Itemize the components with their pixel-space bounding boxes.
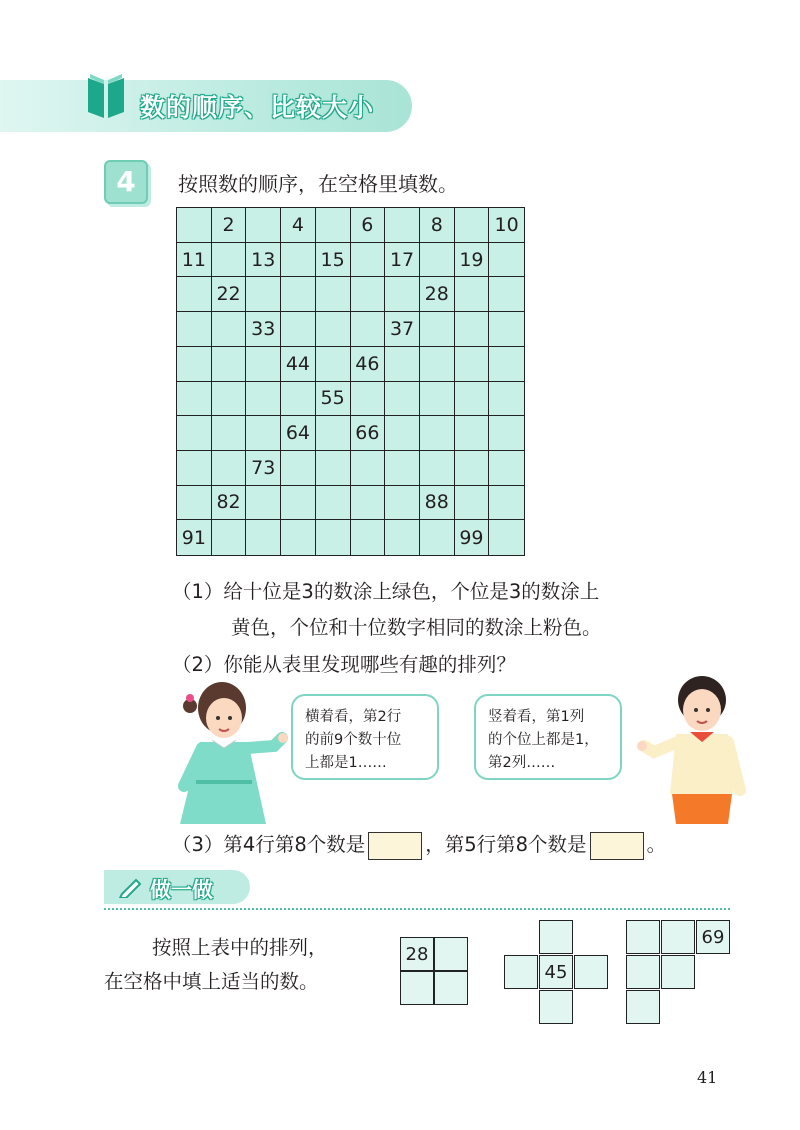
grid-cell: 55 [316,382,351,417]
puzzle-3-cell[interactable] [661,920,695,954]
grid-cell: 91 [177,520,212,555]
problem-number: 4 [104,160,148,204]
puzzle-1-cell[interactable] [434,937,468,971]
grid-cell: 19 [455,243,490,278]
grid-cell[interactable] [385,208,420,243]
grid-cell[interactable] [281,451,316,486]
grid-cell[interactable] [455,451,490,486]
grid-cell[interactable] [316,520,351,555]
answer-box-row5-col8[interactable] [590,832,644,860]
grid-cell[interactable] [420,520,455,555]
question-3-part-3: 。 [646,833,667,856]
question-3-part-2: ，第5行第8个数是 [425,833,587,856]
grid-cell[interactable] [420,347,455,382]
answer-box-row4-col8[interactable] [368,832,422,860]
puzzle-3 [626,920,730,1024]
grid-cell: 22 [212,277,247,312]
page-number: 41 [697,1068,718,1087]
grid-cell[interactable] [385,277,420,312]
try-it-text-line-1: 按照上表中的排列， [152,936,328,959]
question-3-part-1: （3）第4行第8个数是 [172,833,366,856]
question-1-line-2: 黄色，个位和十位数字相同的数涂上粉色。 [231,616,602,639]
grid-cell[interactable] [489,243,524,278]
grid-cell[interactable] [385,520,420,555]
grid-cell[interactable] [351,312,386,347]
grid-cell[interactable] [351,451,386,486]
grid-cell[interactable] [212,451,247,486]
grid-cell[interactable] [246,208,281,243]
grid-cell: 66 [351,416,386,451]
grid-cell[interactable] [281,243,316,278]
grid-cell: 33 [246,312,281,347]
grid-cell[interactable] [212,382,247,417]
puzzle-2 [504,920,608,1024]
grid-cell: 99 [455,520,490,555]
puzzle-1-cell[interactable] [434,971,468,1005]
grid-cell[interactable] [489,312,524,347]
problem-instruction: 按照数的顺序，在空格里填数。 [178,172,458,196]
puzzle-3-cell[interactable] [626,920,660,954]
grid-cell: 37 [385,312,420,347]
puzzle-2-cell[interactable] [539,990,573,1024]
grid-cell[interactable] [351,382,386,417]
girl-bubble-line: 上都是1…… [305,755,387,771]
grid-cell[interactable] [489,382,524,417]
boy-speech-bubble [474,694,622,780]
question-2: （2）你能从表里发现哪些有趣的排列？ [172,653,516,676]
question-1-line-1: （1）给十位是3的数涂上绿色，个位是3的数涂上 [172,580,600,603]
pencil-icon [118,876,142,898]
boy-bubble-line: 第2列…… [488,755,556,771]
grid-cell[interactable] [281,486,316,521]
grid-cell[interactable] [385,486,420,521]
grid-cell: 4 [281,208,316,243]
puzzle-3-cell[interactable] [661,955,695,989]
puzzle-3-value: 69 [701,926,725,948]
girl-illustration-icon [170,676,290,824]
grid-cell[interactable] [316,416,351,451]
grid-cell[interactable] [177,277,212,312]
puzzle-1-value: 28 [405,943,429,965]
puzzle-3-cell[interactable] [626,955,660,989]
puzzle-2-cell [539,955,573,989]
grid-cell[interactable] [212,312,247,347]
grid-cell[interactable] [212,243,247,278]
grid-cell[interactable] [455,347,490,382]
puzzle-3-cell[interactable] [626,990,660,1024]
grid-cell: 46 [351,347,386,382]
try-it-text-line-2: 在空格中填上适当的数。 [104,970,319,993]
grid-cell: 2 [212,208,247,243]
grid-cell[interactable] [316,312,351,347]
grid-cell[interactable] [316,486,351,521]
grid-cell[interactable] [246,486,281,521]
boy-illustration-icon [636,670,760,824]
grid-cell: 82 [212,486,247,521]
grid-cell[interactable] [420,382,455,417]
grid-cell[interactable] [385,451,420,486]
grid-cell[interactable] [455,208,490,243]
grid-cell: 13 [246,243,281,278]
grid-cell[interactable] [177,208,212,243]
grid-cell[interactable] [177,451,212,486]
puzzle-1-cell[interactable] [400,971,434,1005]
grid-cell[interactable] [489,451,524,486]
grid-cell[interactable] [385,416,420,451]
puzzle-1-cell [400,937,434,971]
hundred-number-grid [176,207,525,556]
grid-cell[interactable] [455,382,490,417]
grid-cell[interactable] [489,520,524,555]
grid-cell[interactable] [385,382,420,417]
puzzle-2-value: 45 [544,961,568,983]
grid-cell[interactable] [420,416,455,451]
grid-cell[interactable] [455,486,490,521]
grid-cell[interactable] [316,208,351,243]
grid-cell[interactable] [281,312,316,347]
girl-bubble-line: 横着看，第2行 [305,709,402,725]
grid-cell[interactable] [489,416,524,451]
puzzle-1 [400,937,470,1007]
grid-cell[interactable] [351,486,386,521]
grid-cell[interactable] [246,416,281,451]
grid-cell[interactable] [246,520,281,555]
grid-cell[interactable] [246,347,281,382]
grid-cell[interactable] [489,277,524,312]
grid-cell[interactable] [177,382,212,417]
grid-cell[interactable] [316,451,351,486]
grid-cell: 88 [420,486,455,521]
grid-cell: 11 [177,243,212,278]
grid-cell[interactable] [316,347,351,382]
section-title: 数的顺序、比较大小 [140,93,375,122]
try-it-label: 做一做 [150,878,213,902]
grid-cell[interactable] [455,277,490,312]
grid-cell[interactable] [455,416,490,451]
question-3 [172,829,666,860]
grid-cell[interactable] [212,347,247,382]
grid-cell[interactable] [281,277,316,312]
grid-cell[interactable] [281,520,316,555]
grid-cell[interactable] [455,312,490,347]
grid-cell[interactable] [489,347,524,382]
grid-cell[interactable] [212,416,247,451]
grid-cell: 17 [385,243,420,278]
grid-cell: 6 [351,208,386,243]
grid-cell[interactable] [177,486,212,521]
grid-cell: 44 [281,347,316,382]
puzzle-2-cell[interactable] [539,920,573,954]
puzzle-3-cell [696,920,730,954]
grid-cell[interactable] [351,277,386,312]
girl-speech-bubble [291,694,439,780]
grid-cell[interactable] [177,312,212,347]
grid-cell[interactable] [351,520,386,555]
grid-cell: 28 [420,277,455,312]
grid-cell: 15 [316,243,351,278]
grid-cell[interactable] [316,277,351,312]
grid-cell: 73 [246,451,281,486]
grid-cell: 64 [281,416,316,451]
section-divider [104,908,730,910]
book-icon [86,72,126,120]
grid-cell: 10 [489,208,524,243]
girl-bubble-line: 的前9个数十位 [305,732,402,748]
grid-cell[interactable] [420,312,455,347]
boy-bubble-line: 竖着看，第1列 [488,709,585,725]
grid-cell[interactable] [281,382,316,417]
grid-cell[interactable] [177,416,212,451]
grid-cell[interactable] [246,382,281,417]
boy-bubble-line: 的个位上都是1， [488,732,599,748]
grid-cell[interactable] [420,243,455,278]
grid-cell[interactable] [385,347,420,382]
grid-cell[interactable] [489,486,524,521]
grid-cell[interactable] [212,520,247,555]
grid-cell[interactable] [246,277,281,312]
grid-cell[interactable] [420,451,455,486]
puzzle-2-cell[interactable] [574,955,608,989]
grid-cell[interactable] [177,347,212,382]
puzzle-2-cell[interactable] [504,955,538,989]
grid-cell[interactable] [351,243,386,278]
grid-cell: 8 [420,208,455,243]
